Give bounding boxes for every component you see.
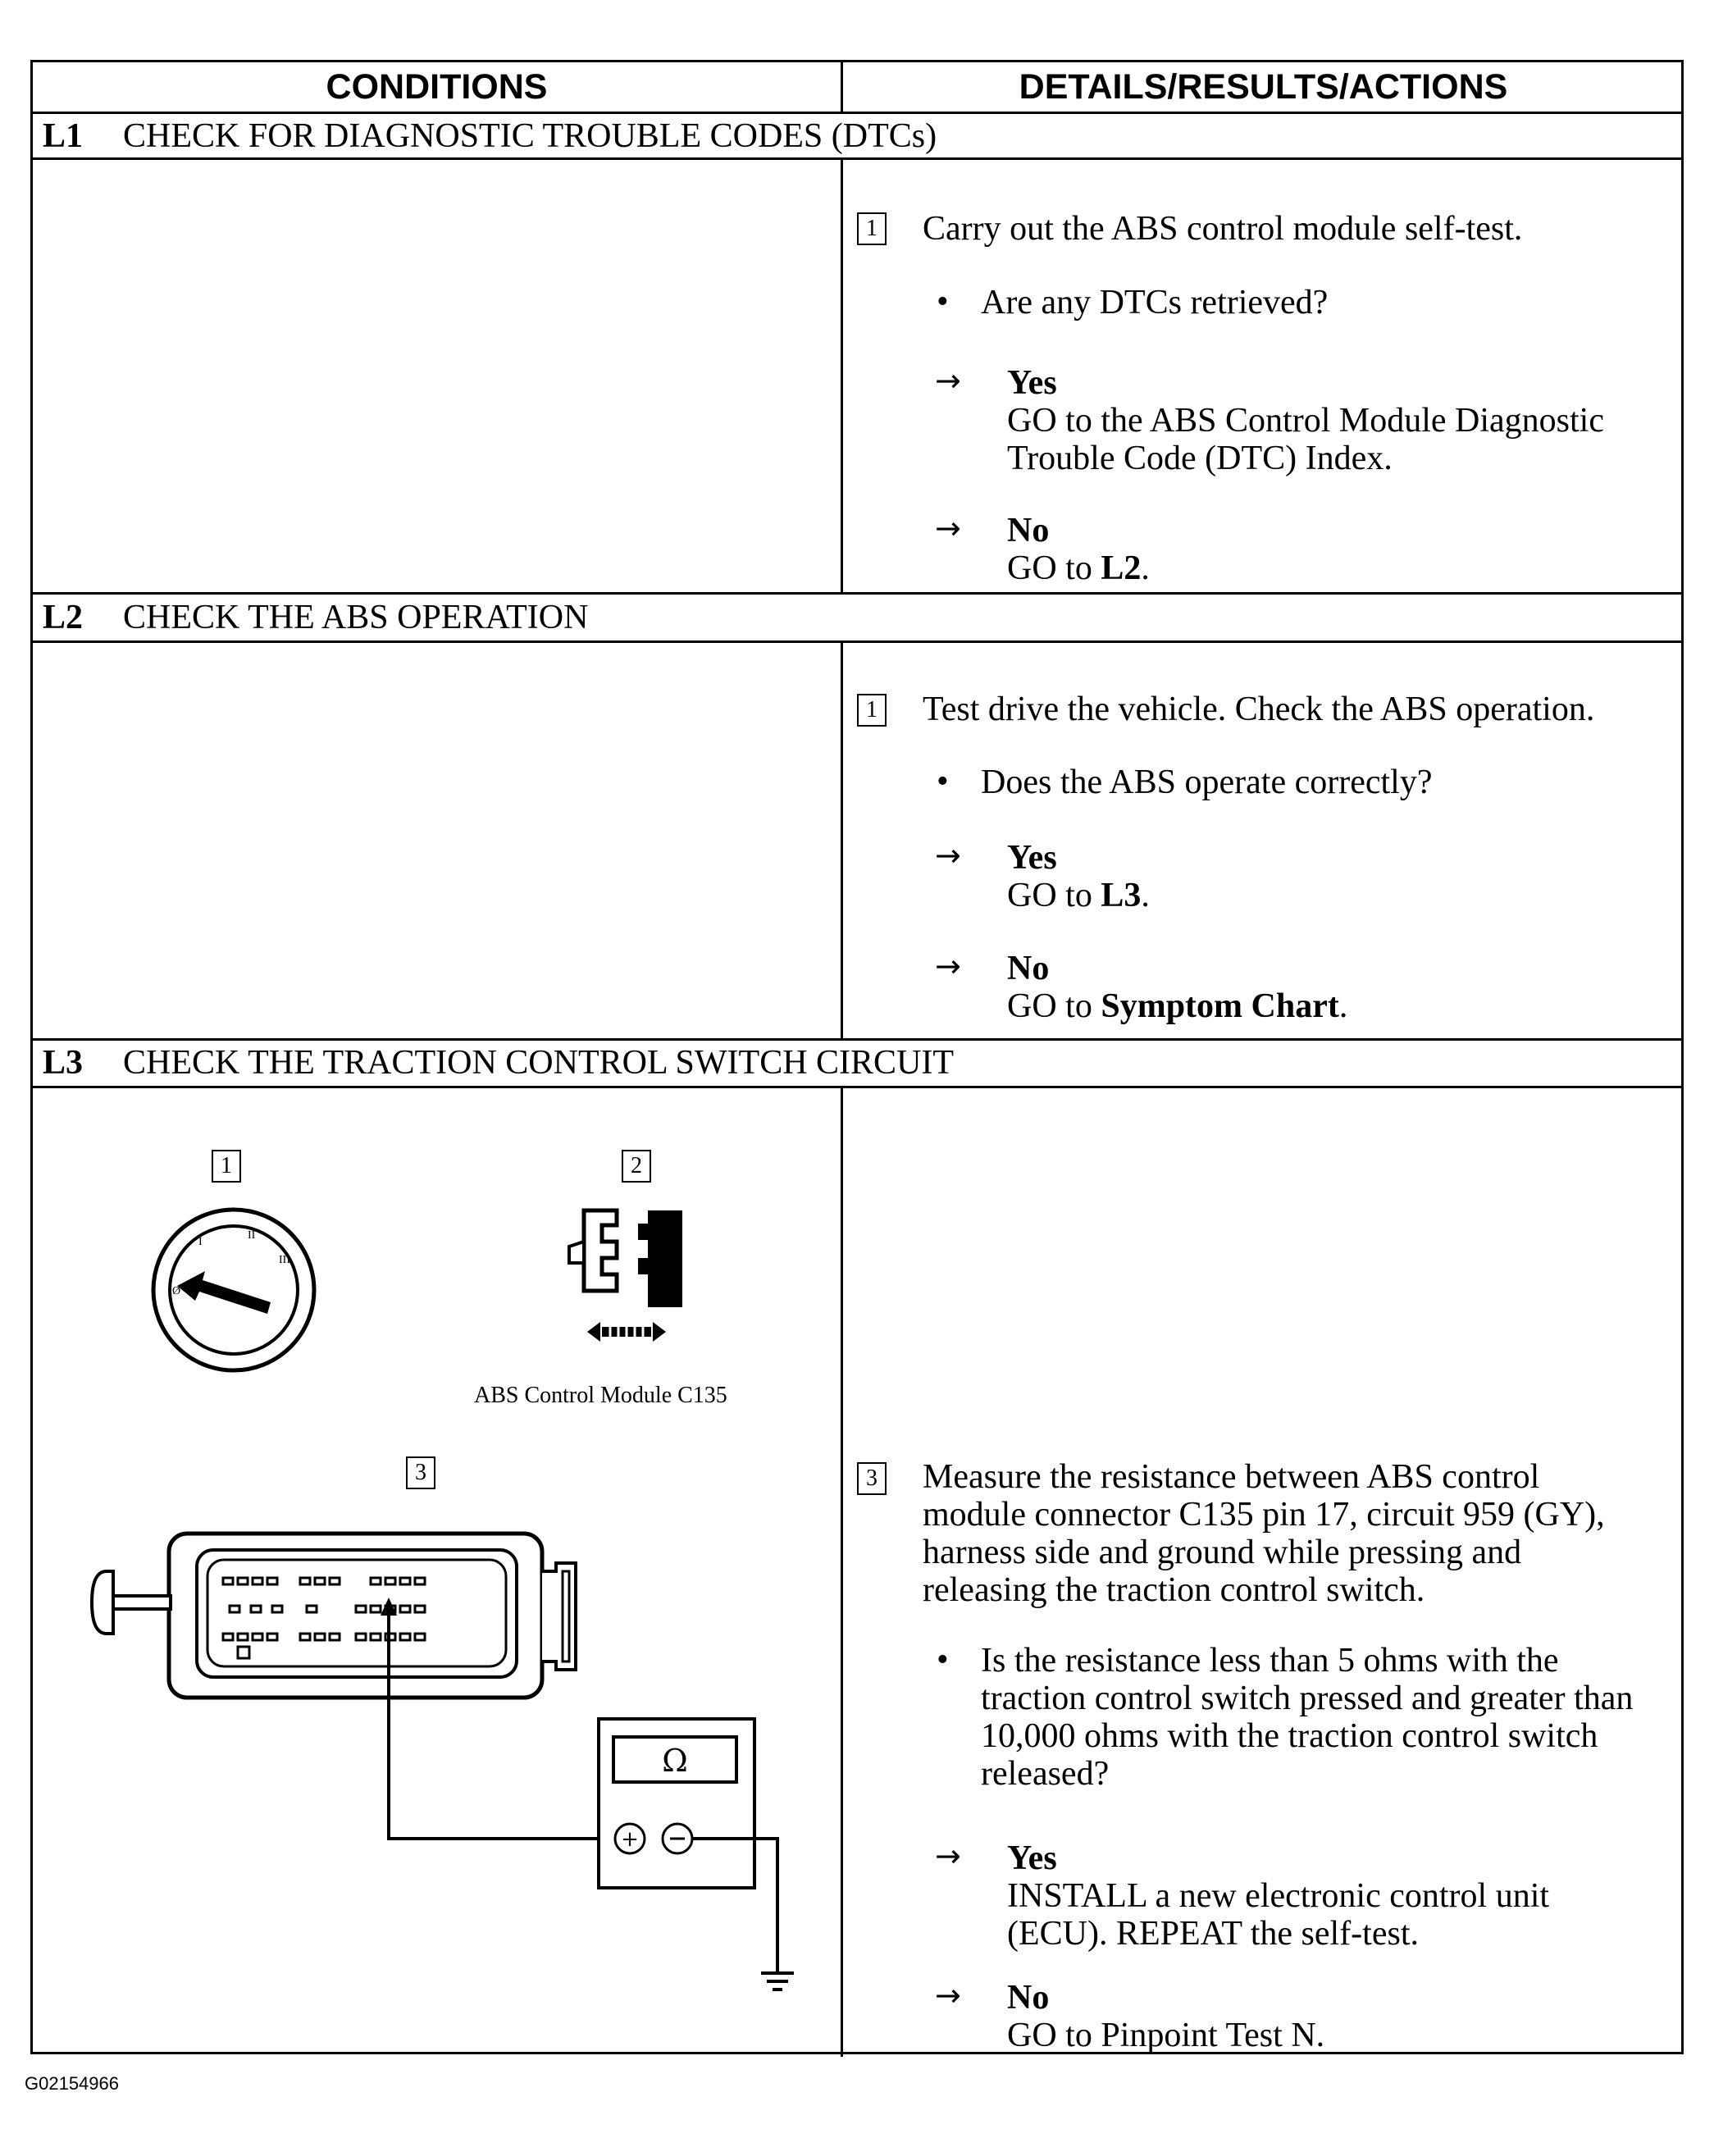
answer-label: Yes (1007, 364, 1057, 402)
answer-line (1007, 549, 1150, 587)
answer-target: L3 (1101, 877, 1142, 914)
answer-line: INSTALL a new electronic control unit (1007, 1877, 1550, 1915)
step-line: module connector C135 pin 17, circuit 959 (GY), (923, 1496, 1605, 1534)
figure-number-box: 3 (406, 1456, 435, 1489)
section-id: L2 (43, 599, 84, 636)
answer-line (1007, 877, 1150, 914)
figure-number-box: 2 (622, 1150, 651, 1183)
answer-yes (1007, 839, 1150, 914)
conditions-header: CONDITIONS (326, 66, 548, 107)
ohm-symbol: Ω (662, 1743, 688, 1779)
arrow-right-icon: → (935, 1977, 961, 2013)
answer-label: No (1007, 950, 1050, 987)
column-divider (841, 640, 843, 1038)
step-line: Measure the resistance between ABS control (923, 1458, 1540, 1496)
step-text: Carry out the ABS control module self-test. (923, 210, 1523, 248)
question-line: Is the resistance less than 5 ohms with the (981, 1642, 1559, 1680)
answer-line (1007, 987, 1347, 1025)
answer-target: Symptom Chart (1101, 987, 1339, 1025)
answer-no (1007, 950, 1347, 1025)
connector-disconnect-icon (535, 1194, 723, 1366)
svg-text:I: I (198, 1236, 203, 1248)
answer-no (1007, 512, 1150, 587)
figure-id: G02154966 (25, 2073, 119, 2094)
section-l3-heading (43, 1040, 954, 1086)
step-number-box: 3 (857, 1462, 887, 1495)
section-title: CHECK FOR DIAGNOSTIC TROUBLE CODES (DTCs) (123, 117, 937, 155)
step-line: harness side and ground while pressing and (923, 1534, 1522, 1571)
section-l1-heading (43, 113, 937, 159)
step-line: releasing the traction control switch. (923, 1571, 1425, 1609)
answer-prefix: GO to (1007, 987, 1101, 1025)
question-text: Does the ABS operate correctly? (981, 763, 1433, 801)
figure-number-box: 1 (212, 1150, 241, 1183)
arrow-right-icon: → (935, 1838, 961, 1874)
details-header: DETAILS/RESULTS/ACTIONS (1019, 66, 1508, 107)
step-number-box: 1 (857, 212, 887, 245)
step-number-box: 1 (857, 694, 887, 727)
section-title: CHECK THE ABS OPERATION (123, 599, 589, 636)
diagnostic-table (30, 60, 1684, 2054)
arrow-right-icon: → (935, 362, 961, 399)
answer-label: No (1007, 1979, 1050, 2017)
divider (33, 1086, 1681, 1088)
question-line: 10,000 ohms with the traction control switch (981, 1717, 1598, 1755)
answer-line: Trouble Code (DTC) Index. (1007, 440, 1393, 477)
arrow-right-icon: → (935, 837, 961, 873)
question-text (981, 1642, 1633, 1793)
bullet-icon: • (937, 1641, 949, 1679)
arrow-right-icon: → (935, 510, 961, 546)
svg-text:III: III (279, 1254, 290, 1266)
answer-label: No (1007, 512, 1050, 549)
answer-label: Yes (1007, 1839, 1057, 1877)
answer-line: GO to Pinpoint Test N. (1007, 2017, 1325, 2054)
answer-yes (1007, 364, 1604, 477)
column-divider (841, 62, 843, 112)
bullet-icon: • (937, 283, 949, 321)
question-text: Are any DTCs retrieved? (981, 284, 1329, 321)
answer-label: Yes (1007, 839, 1057, 877)
answer-suffix: . (1141, 877, 1150, 914)
answer-target: L2 (1101, 549, 1142, 587)
step-text (923, 1458, 1605, 1609)
answer-line: (ECU). REPEAT the self-test. (1007, 1915, 1419, 1953)
section-title: CHECK THE TRACTION CONTROL SWITCH CIRCUIT (123, 1044, 955, 1082)
column-divider (841, 1086, 843, 2057)
section-id: L1 (43, 117, 84, 155)
column-divider (841, 157, 843, 592)
section-l2-heading (43, 595, 588, 640)
answer-yes (1007, 1839, 1549, 1953)
divider (33, 640, 1681, 643)
svg-text:+: + (621, 1827, 639, 1852)
svg-text:II: II (248, 1229, 256, 1242)
svg-text:Ø: Ø (172, 1285, 181, 1297)
question-line: released? (981, 1755, 1110, 1793)
resistance-measurement-diagram (74, 1514, 812, 2039)
answer-line: GO to the ABS Control Module Diagnostic (1007, 402, 1604, 440)
arrow-right-icon: → (935, 948, 961, 984)
bullet-icon: • (937, 763, 949, 800)
question-line: traction control switch pressed and greater than (981, 1680, 1634, 1717)
answer-suffix: . (1141, 549, 1150, 587)
section-id: L3 (43, 1044, 84, 1082)
step-text: Test drive the vehicle. Check the ABS operation. (923, 691, 1595, 728)
answer-prefix: GO to (1007, 877, 1101, 914)
answer-no (1007, 1979, 1324, 2054)
ignition-switch-icon (148, 1204, 320, 1376)
figure-caption: ABS Control Module C135 (474, 1383, 727, 1408)
answer-suffix: . (1338, 987, 1348, 1025)
answer-prefix: GO to (1007, 549, 1101, 587)
